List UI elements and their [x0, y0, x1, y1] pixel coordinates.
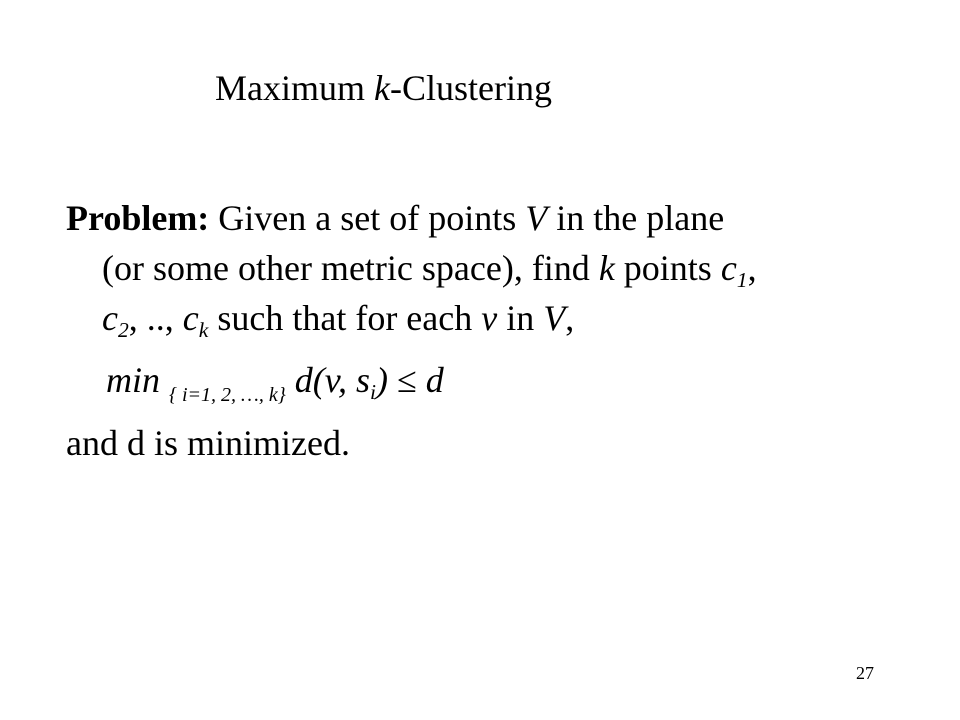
slide-title: [215, 66, 552, 110]
min-formula: [106, 358, 444, 406]
page-number: 27: [856, 663, 874, 683]
formula-min: min: [106, 360, 169, 400]
problem-label: Problem:: [66, 198, 210, 238]
title-variable-k: k: [374, 68, 390, 108]
problem-text: (or some other metric space), find: [102, 248, 599, 288]
problem-text: points: [614, 248, 721, 288]
leq-symbol: ≤: [397, 360, 417, 400]
formula-d: d: [416, 360, 444, 400]
problem-text: such that for each: [208, 298, 482, 338]
variable-V: V: [525, 198, 548, 238]
problem-text: ,: [565, 298, 575, 338]
problem-statement: [66, 193, 896, 343]
variable-c: c: [720, 248, 737, 288]
subscript-2: 2: [117, 317, 129, 342]
problem-text: Given a set of points: [209, 198, 526, 238]
problem-line-1: [66, 193, 896, 243]
title-text: Maximum: [215, 68, 374, 108]
problem-text: ,: [747, 248, 757, 288]
problem-text: in: [497, 298, 544, 338]
formula-expression: ): [376, 360, 398, 400]
variable-v: v: [481, 298, 498, 338]
subscript-k: k: [198, 317, 209, 342]
problem-line-2: [66, 243, 896, 293]
formula-expression: d(v, s: [285, 360, 371, 400]
variable-c: c: [182, 298, 199, 338]
formula-subscript-i: i: [370, 379, 377, 404]
title-text-suffix: -Clustering: [389, 68, 552, 108]
problem-text: , ..,: [128, 298, 183, 338]
variable-V: V: [543, 298, 566, 338]
formula-subscript: { i=1, 2, …, k}: [169, 384, 286, 406]
conclusion-text: and d is minimized.: [66, 423, 350, 463]
problem-text: in the plane: [547, 198, 725, 238]
problem-line-3: [66, 293, 896, 343]
variable-c: c: [102, 298, 118, 338]
variable-k: k: [598, 248, 615, 288]
subscript-1: 1: [736, 267, 748, 292]
